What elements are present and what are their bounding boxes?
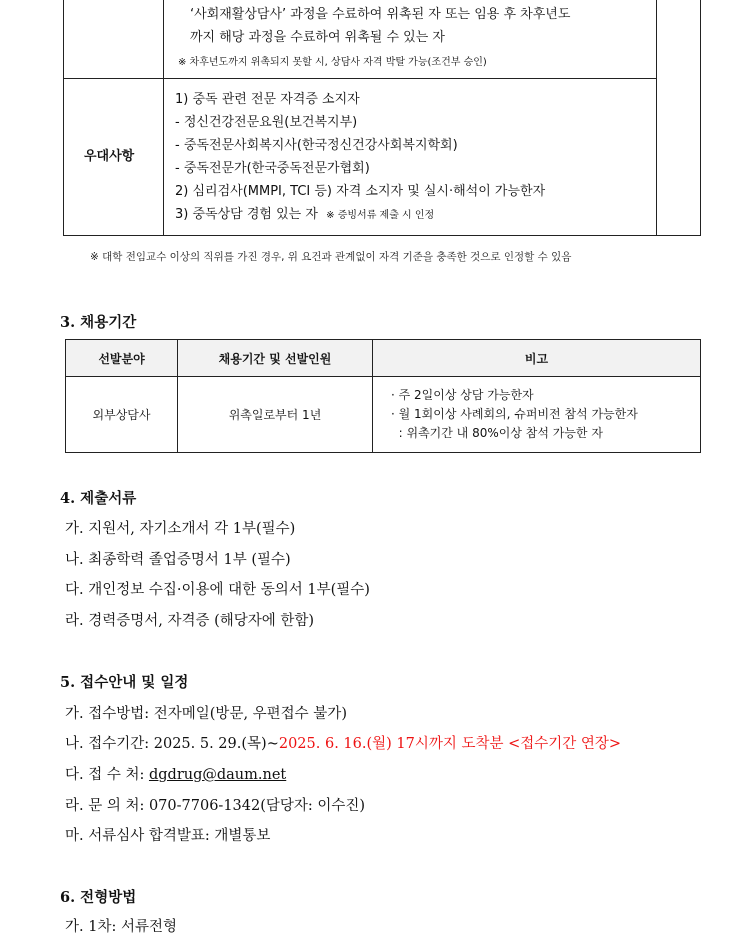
application-contact-label: 다. 접 수 처: xyxy=(65,767,149,783)
preference-item: 2) 심리검사(MMPI, TCI 등) 자격 소지자 및 실시·해석이 가능한자 xyxy=(175,184,546,199)
preference-item xyxy=(175,206,434,225)
preference-item-text: 3) 중독상담 경험 있는 자 xyxy=(175,207,318,222)
inquiry-item: 라. 문 의 처: 070-7706-1342(담당자: 이수진) xyxy=(65,798,366,814)
preference-label: 우대사항 xyxy=(84,149,135,164)
preference-item: 1) 중독 관련 전문 자격증 소지자 xyxy=(175,92,360,107)
remark-line: : 위촉기간 내 80%이상 참석 가능한 자 xyxy=(391,426,603,440)
document-item: 가. 지원서, 자기소개서 각 1부(필수) xyxy=(65,521,296,537)
column-header: 채용기간 및 선발인원 xyxy=(178,340,373,377)
application-period xyxy=(65,732,621,753)
document-item: 다. 개인정보 수집·이용에 대한 동의서 1부(필수) xyxy=(65,582,370,598)
application-contact xyxy=(65,763,286,784)
section-title: 5. 접수안내 및 일정 xyxy=(60,674,189,691)
preference-item: - 정신건강전문요원(보건복지부) xyxy=(175,115,358,130)
employment-period-table xyxy=(65,339,701,453)
table-row xyxy=(66,377,701,453)
qualification-table xyxy=(63,0,701,236)
document-item: 라. 경력증명서, 자격증 (해당자에 한함) xyxy=(65,613,315,629)
document-item: 나. 최종학력 졸업증명서 1부 (필수) xyxy=(65,552,291,568)
selection-item: 가. 1차: 서류전형 xyxy=(65,919,177,935)
application-period-start: 나. 접수기간: 2025. 5. 29.(목)~ xyxy=(65,736,279,752)
table-cell-period: 위촉일로부터 1년 xyxy=(178,377,373,453)
qualification-line: ‘사회재활상담사’ 과정을 수료하여 위촉된 자 또는 임용 후 차후년도 xyxy=(190,7,571,22)
table-column-divider xyxy=(656,0,657,235)
table-row-divider xyxy=(64,78,656,79)
table-cell-remarks xyxy=(373,377,701,453)
column-header: 비고 xyxy=(373,340,701,377)
preference-item: - 중독전문가(한국중독전문가협회) xyxy=(175,161,370,176)
application-period-deadline: 2025. 6. 16.(월) 17시까지 도착분 <접수기간 연장> xyxy=(278,736,622,752)
email-link[interactable]: dgdrug@daum.net xyxy=(148,767,287,783)
qualification-note: ※ 차후년도까지 위촉되지 못할 시, 상담사 자격 박탈 가능(조건부 승인) xyxy=(178,57,487,68)
table-column-divider xyxy=(163,0,164,235)
remark-line: · 주 2일이상 상담 가능한자 xyxy=(391,388,534,402)
section-title: 6. 전형방법 xyxy=(60,889,137,906)
qualification-line: 까지 해당 과정을 수료하여 위촉될 수 있는 자 xyxy=(190,30,445,45)
section-title: 4. 제출서류 xyxy=(60,490,137,507)
preference-item-note: ※ 증빙서류 제출 시 인정 xyxy=(326,210,435,221)
application-item: 가. 접수방법: 전자메일(방문, 우편접수 불가) xyxy=(65,706,347,722)
column-header: 선발분야 xyxy=(66,340,178,377)
section-title: 3. 채용기간 xyxy=(60,314,137,331)
announcement-item: 마. 서류심사 합격발표: 개별통보 xyxy=(65,828,271,844)
preference-item: - 중독전문사회복지사(한국정신건강사회복지학회) xyxy=(175,138,458,153)
table-footnote: ※ 대학 전임교수 이상의 직위를 가진 경우, 위 요건과 관계없이 자격 기준을 충족한 것으로 인정할 수 있음 xyxy=(90,251,572,263)
table-cell-field: 외부상담사 xyxy=(66,377,178,453)
remark-line: · 월 1회이상 사례회의, 슈퍼비전 참석 가능한자 xyxy=(391,407,638,421)
